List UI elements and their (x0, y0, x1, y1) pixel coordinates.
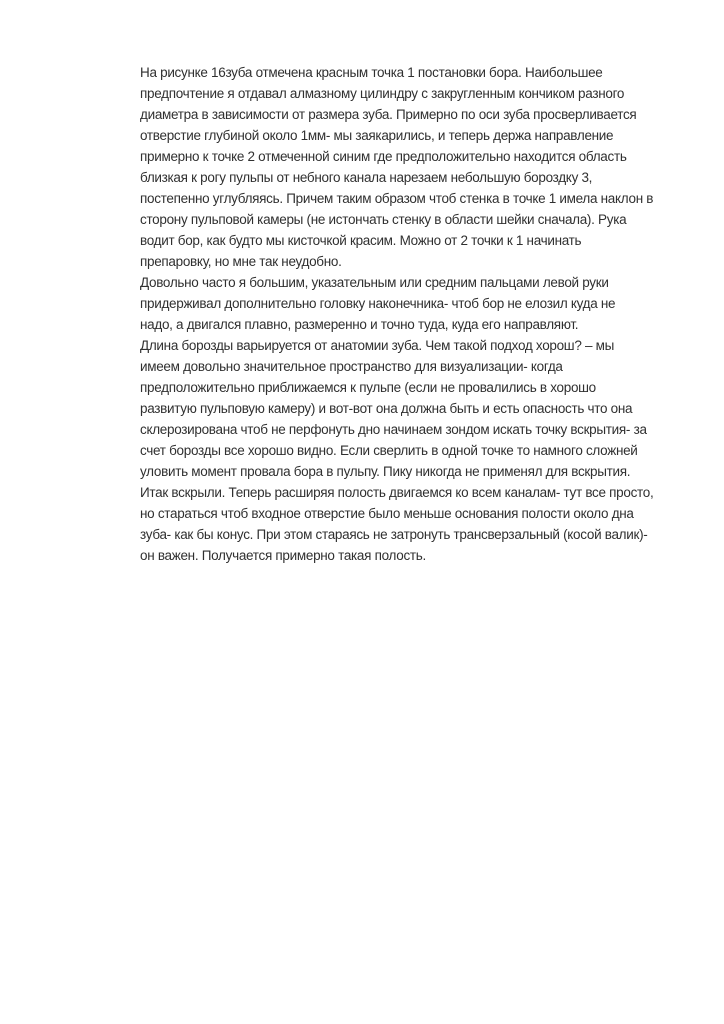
text-line: придерживал дополнительно головку наконечника- чтоб бор не елозил куда не (140, 296, 616, 311)
text-line: он важен. Получается примерно такая полость. (140, 548, 426, 563)
text-line: имеем довольно значительное пространство для визуализации- когда (140, 359, 563, 374)
text-line: сторону пульповой камеры (не истончать стенку в области шейки сначала). Рука (140, 212, 627, 227)
text-line: счет борозды все хорошо видно. Если сверлить в одной точке то намного сложней (140, 443, 638, 458)
text-line: близкая к рогу пульпы от небного канала нарезаем небольшую бороздку 3, (140, 170, 593, 185)
text-line: склерозирована чтоб не перфонуть дно начинаем зондом искать точку вскрытия- за (140, 422, 647, 437)
text-line: водит бор, как будто мы кисточкой красим. Можно от 2 точки к 1 начинать (140, 233, 582, 248)
text-line: зуба- как бы конус. При этом стараясь не затронуть трансверзальный (косой валик)- (140, 527, 648, 542)
text-line: но стараться чтоб входное отверстие было меньше основания полости около дна (140, 506, 634, 521)
text-line: примерно к точке 2 отмеченной синим где предположительно находится область (140, 149, 627, 164)
text-line: Довольно часто я большим, указательным или средним пальцами левой руки (140, 275, 609, 290)
text-line: На рисунке 16зуба отмечена красным точка 1 постановки бора. Наибольшее (140, 65, 603, 80)
text-line: уловить момент провала бора в пульпу. Пику никогда не применял для вскрытия. (140, 464, 631, 479)
text-line: развитую пульповую камеру) и вот-вот она должна быть и есть опасность что она (140, 401, 633, 416)
text-line: предпочтение я отдавал алмазному цилиндру с закругленным кончиком разного (140, 86, 625, 101)
text-line: препаровку, но мне так неудобно. (140, 254, 342, 269)
text-line: Длина борозды варьируется от анатомии зуба. Чем такой подход хорош? – мы (140, 338, 615, 353)
text-line: диаметра в зависимости от размера зуба. Примерно по оси зуба просверливается (140, 107, 637, 122)
document-body-text (140, 62, 680, 566)
text-line: предположительно приближаемся к пульпе (если не провалились в хорошо (140, 380, 596, 395)
text-line: постепенно углубляясь. Причем таким образом чтоб стенка в точке 1 имела наклон в (140, 191, 654, 206)
text-line: отверстие глубиной около 1мм- мы заякарились, и теперь держа направление (140, 128, 614, 143)
text-line: надо, а двигался плавно, размеренно и точно туда, куда его направляют. (140, 317, 579, 332)
text-line: Итак вскрыли. Теперь расширяя полость двигаемся ко всем каналам- тут все просто, (140, 485, 654, 500)
